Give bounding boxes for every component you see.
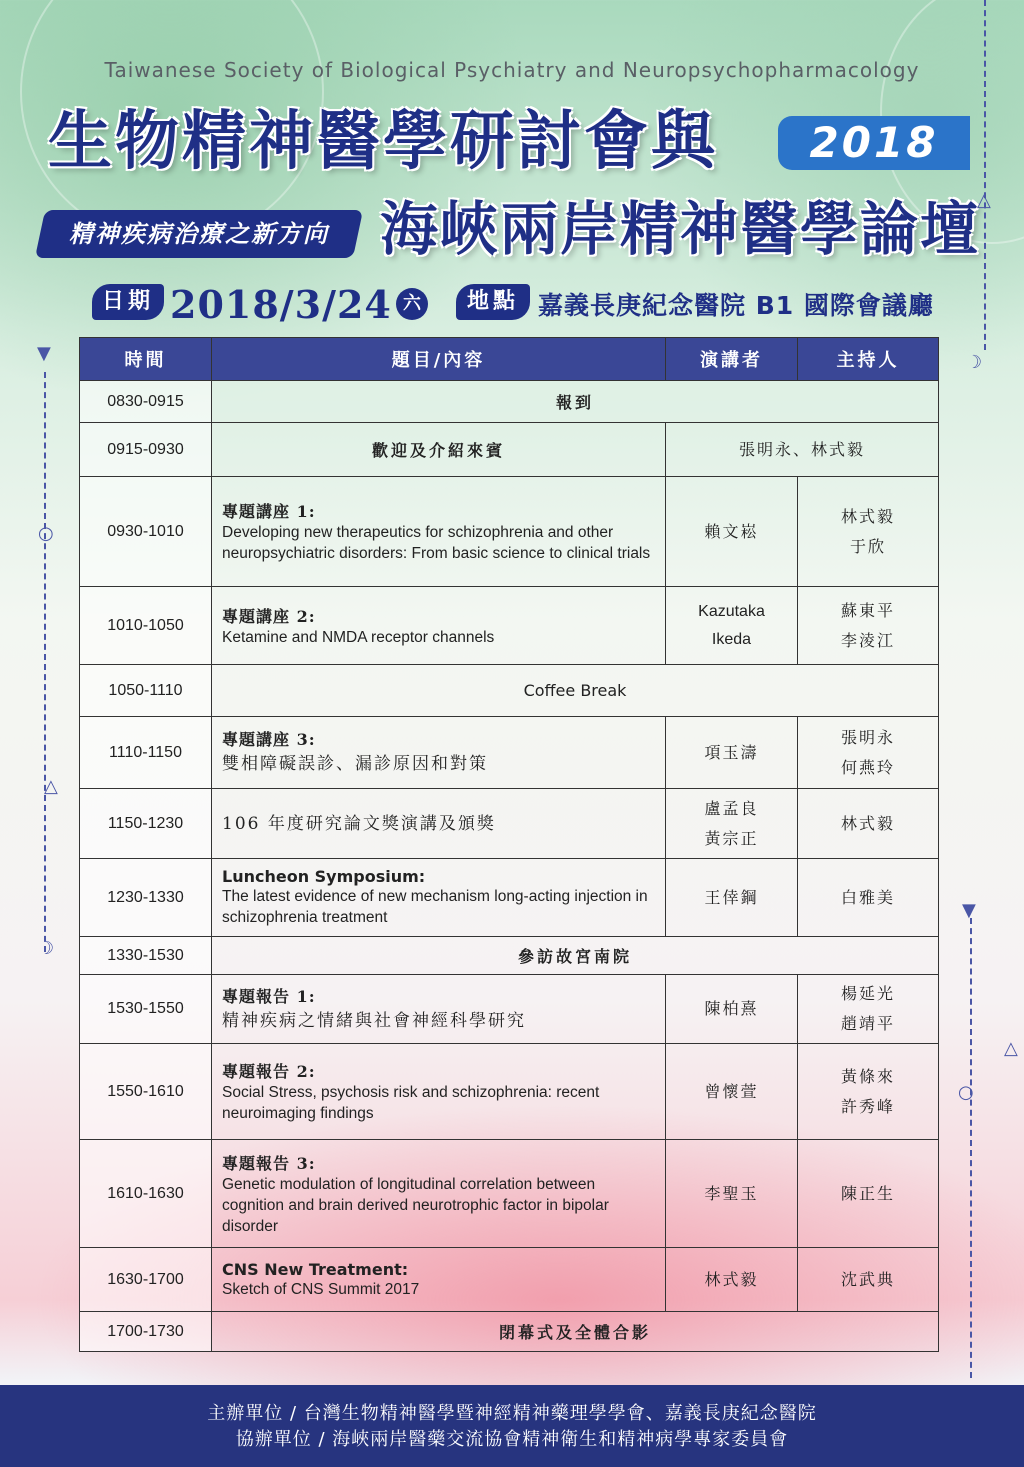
host-cell: 林式毅 xyxy=(798,789,939,859)
time-cell: 0915-0930 xyxy=(80,423,212,477)
content-cell: 歡迎及介紹來賓 xyxy=(212,423,666,477)
speaker-host-cell: 張明永、林式毅 xyxy=(666,423,939,477)
session-description: Social Stress, psychosis risk and schizophrenia: recent neuroimaging findings xyxy=(222,1084,600,1122)
footer-banner xyxy=(0,1385,1024,1467)
time-cell: 1610-1630 xyxy=(80,1140,212,1248)
content-cell xyxy=(212,1044,666,1140)
host-name: 許秀峰 xyxy=(840,1096,895,1116)
date-label: 日期 xyxy=(92,284,164,320)
speaker-cell: 賴文崧 xyxy=(666,477,798,587)
host-name: 趙靖平 xyxy=(840,1014,895,1033)
session-title: 專題報告 2: xyxy=(222,1062,316,1081)
time-cell: 0830-0915 xyxy=(80,381,212,423)
content-cell xyxy=(212,975,666,1044)
table-row xyxy=(80,937,939,975)
table-row xyxy=(80,789,939,859)
table-row xyxy=(80,381,939,423)
triangle-up-icon: △ xyxy=(977,190,991,211)
main-title-line2: 海峽兩岸精神醫學論壇 xyxy=(380,195,981,263)
session-description: Ketamine and NMDA receptor channels xyxy=(222,628,495,646)
main-title-line1: 生物精神醫學研討會與 xyxy=(48,105,718,179)
host-name: 黃條來 xyxy=(840,1066,895,1086)
circle-icon: ○ xyxy=(38,523,54,544)
triangle-down-icon: ▼ xyxy=(37,343,51,364)
host-cell: 陳正生 xyxy=(798,1140,939,1248)
content-cell xyxy=(212,1248,666,1312)
time-cell: 1330-1530 xyxy=(80,937,212,975)
content-cell: 報到 xyxy=(212,381,939,423)
table-row xyxy=(80,665,939,717)
table-row xyxy=(80,1140,939,1248)
organization-english-name: Taiwanese Society of Biological Psychiatry and Neuropsychopharmacology xyxy=(104,58,920,82)
host-name: 楊延光 xyxy=(840,984,895,1003)
tagline-banner xyxy=(35,210,363,258)
table-row xyxy=(80,859,939,937)
header-host: 主持人 xyxy=(798,338,939,381)
host-cell: 沈武典 xyxy=(798,1248,939,1312)
content-cell xyxy=(212,717,666,789)
time-cell: 1530-1550 xyxy=(80,975,212,1044)
dotted-line-decoration xyxy=(44,372,46,952)
speaker-cell: 陳柏熹 xyxy=(666,975,798,1044)
header-speaker: 演講者 xyxy=(666,338,798,381)
venue-label: 地點 xyxy=(456,284,530,320)
content-cell: 閉幕式及全體合影 xyxy=(212,1312,939,1352)
circle-icon: ○ xyxy=(958,1082,974,1103)
day-of-week-badge: 六 xyxy=(396,288,428,320)
host-name: 林式毅 xyxy=(840,506,895,526)
speaker-name: 黃宗正 xyxy=(704,828,759,848)
session-description: 106 年度研究論文獎演講及頒獎 xyxy=(222,813,496,834)
host-name: 蘇東平 xyxy=(840,600,895,620)
table-row xyxy=(80,1312,939,1352)
time-cell: 1110-1150 xyxy=(80,717,212,789)
session-title: 專題講座 1: xyxy=(222,502,316,521)
organizer-text: 主辦單位 / 台灣生物精神醫學暨神經精神藥理學學會、嘉義長庚紀念醫院 xyxy=(207,1403,817,1424)
speaker-cell xyxy=(666,789,798,859)
session-description: Developing new therapeutics for schizophrenia and other neuropsychiatric disorders: From basic science to clinical trials xyxy=(222,524,651,562)
session-title: 專題講座 3: xyxy=(222,730,316,749)
year-badge: 2018 xyxy=(778,116,970,170)
moon-icon: ☽ xyxy=(966,352,983,373)
header-topic: 題目/內容 xyxy=(212,338,666,381)
session-title: 專題報告 3: xyxy=(222,1153,316,1173)
dotted-line-decoration xyxy=(970,918,972,1378)
triangle-up-icon: △ xyxy=(1004,1038,1018,1059)
triangle-down-icon: ▼ xyxy=(962,900,976,921)
table-row xyxy=(80,477,939,587)
content-cell: 參訪故宮南院 xyxy=(212,937,939,975)
time-cell: 1050-1110 xyxy=(80,665,212,717)
content-cell xyxy=(212,1140,666,1248)
session-description: Genetic modulation of longitudinal correlation between cognition and brain derived neurotrophic factor in bipolar disorder xyxy=(222,1175,609,1235)
time-cell: 1150-1230 xyxy=(80,789,212,859)
session-title: 專題講座 2: xyxy=(222,606,316,626)
host-cell xyxy=(798,717,939,789)
speaker-cell: 曾懷萱 xyxy=(666,1044,798,1140)
table-row xyxy=(80,1044,939,1140)
moon-icon: ☽ xyxy=(38,938,55,959)
table-header-row xyxy=(80,338,939,381)
host-name: 李淩江 xyxy=(840,630,895,650)
session-description: 精神疾病之情緒與社會神經科學研究 xyxy=(222,1010,526,1031)
content-cell xyxy=(212,789,666,859)
tagline-text: 精神疾病治療之新方向 xyxy=(69,220,329,248)
time-cell: 1630-1700 xyxy=(80,1248,212,1312)
speaker-cell xyxy=(666,587,798,665)
schedule-table xyxy=(79,337,939,1352)
content-cell xyxy=(212,477,666,587)
host-cell xyxy=(798,975,939,1044)
host-cell: 白雅美 xyxy=(798,859,939,937)
host-cell xyxy=(798,587,939,665)
session-description: Sketch of CNS Summit 2017 xyxy=(222,1280,420,1298)
session-title: Luncheon Symposium: xyxy=(222,867,426,886)
time-cell: 1230-1330 xyxy=(80,859,212,937)
session-description: The latest evidence of new mechanism long-acting injection in schizophrenia treatment xyxy=(222,888,648,926)
content-cell xyxy=(212,587,666,665)
co-organizer-text: 協辦單位 / 海峽兩岸醫藥交流協會精神衛生和精神病學專家委員會 xyxy=(235,1429,789,1450)
session-description: 雙相障礙誤診、漏診原因和對策 xyxy=(222,754,488,774)
speaker-name: 盧孟良 xyxy=(704,798,759,818)
header-time: 時間 xyxy=(80,338,212,381)
speaker-name: Kazutaka xyxy=(698,602,765,620)
table-row xyxy=(80,423,939,477)
time-cell: 0930-1010 xyxy=(80,477,212,587)
time-cell: 1700-1730 xyxy=(80,1312,212,1352)
dotted-line-decoration xyxy=(984,0,986,350)
content-cell xyxy=(212,859,666,937)
session-title: 專題報告 1: xyxy=(222,986,316,1006)
table-row xyxy=(80,1248,939,1312)
table-row xyxy=(80,587,939,665)
host-name: 何燕玲 xyxy=(840,757,895,777)
host-cell xyxy=(798,477,939,587)
host-name: 于欣 xyxy=(849,536,886,556)
speaker-cell: 王倖鋼 xyxy=(666,859,798,937)
speaker-cell: 林式毅 xyxy=(666,1248,798,1312)
content-cell: Coffee Break xyxy=(212,665,939,717)
speaker-name: Ikeda xyxy=(711,630,752,648)
time-cell: 1010-1050 xyxy=(80,587,212,665)
table-row xyxy=(80,717,939,789)
event-date: 2018/3/24 xyxy=(170,282,392,327)
speaker-cell: 李聖玉 xyxy=(666,1140,798,1248)
host-name: 張明永 xyxy=(840,727,895,747)
host-cell xyxy=(798,1044,939,1140)
event-venue: 嘉義長庚紀念醫院 B1 國際會議廳 xyxy=(538,291,934,320)
time-cell: 1550-1610 xyxy=(80,1044,212,1140)
table-row xyxy=(80,975,939,1044)
triangle-up-icon: △ xyxy=(44,776,58,797)
speaker-cell: 項玉濤 xyxy=(666,717,798,789)
session-title: CNS New Treatment: xyxy=(222,1259,409,1279)
